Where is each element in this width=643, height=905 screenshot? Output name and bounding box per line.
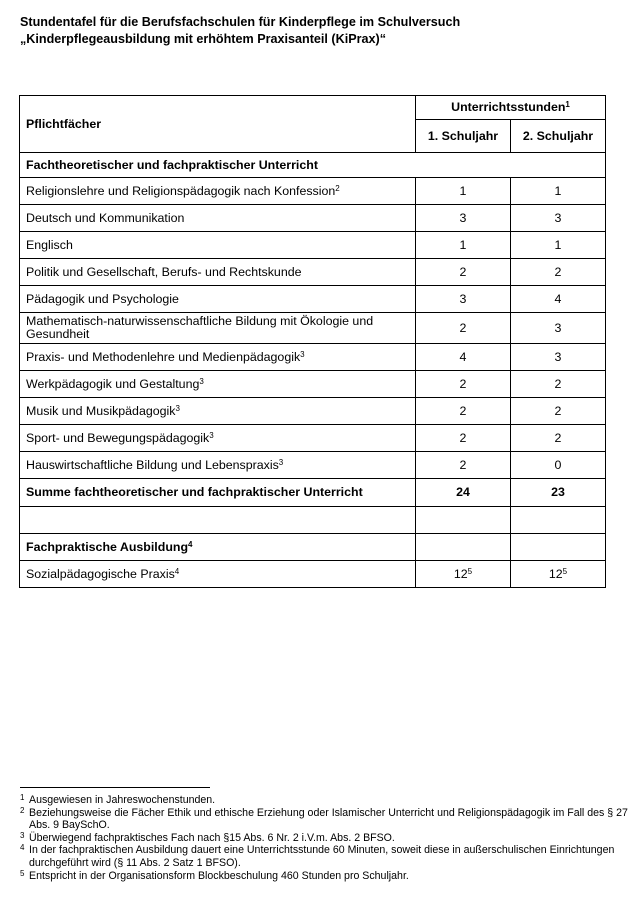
document-title [20, 14, 625, 48]
table-row [20, 398, 606, 425]
footnote-number: 1 [20, 793, 25, 802]
footnote-text: Ausgewiesen in Jahreswochenstunden. [29, 794, 216, 806]
footnote [20, 807, 630, 832]
subject-footnote-ref: 3 [199, 376, 204, 386]
year-1-hours: 2 [416, 452, 511, 479]
year-2-hours: 3 [511, 205, 606, 232]
table-row [20, 425, 606, 452]
footnote-text: In der fachpraktischen Ausbildung dauert eine Unterrichtsstunde 60 Minuten, soweit diese in außerschulischen Einrichtungen durchgeführt wird (§ 11 Abs. 2 Satz 1 BFSO). [29, 844, 615, 869]
year-2-hours: 1 [511, 232, 606, 259]
table-row [20, 259, 606, 286]
year-1-hours: 2 [416, 259, 511, 286]
subject-footnote-ref: 3 [175, 403, 180, 413]
subject-footnote-ref: 3 [209, 430, 214, 440]
sum-label: Summe fachtheoretischer und fachpraktischer Unterricht [20, 479, 416, 507]
sum-year-1: 24 [416, 479, 511, 507]
table-row [20, 344, 606, 371]
subject-cell: Politik und Gesellschaft, Berufs- und Rechtskunde [20, 259, 416, 286]
year-2-hours: 2 [511, 398, 606, 425]
footnote [20, 794, 630, 807]
subject-cell: Deutsch und Kommunikation [20, 205, 416, 232]
footnote-number: 5 [20, 868, 25, 878]
year-2-hours: 3 [511, 313, 606, 344]
subject-cell: Pädagogik und Psychologie [20, 286, 416, 313]
subject-footnote-ref: 3 [300, 349, 305, 359]
footnote [20, 832, 630, 845]
year-1-hours: 2 [416, 398, 511, 425]
table-row [20, 313, 606, 344]
subject-cell: Hauswirtschaftliche Bildung und Lebenspraxis$^3$ [20, 452, 416, 479]
section-row-theory [20, 153, 606, 178]
practice-subject: Sozialpädagogische Praxis$^4$ [20, 561, 416, 588]
practice-year-1: $12^5$ [416, 561, 511, 588]
section-heading: Fachtheoretischer und fachpraktischer Unterricht [20, 153, 606, 178]
footnote-number: 3 [20, 830, 25, 840]
footnotes [20, 794, 630, 882]
year-2-hours: 2 [511, 371, 606, 398]
year-2-hours: 0 [511, 452, 606, 479]
header-year-1: 1. Schuljahr [416, 120, 511, 153]
year-1-hours: 3 [416, 286, 511, 313]
footnote [20, 844, 630, 869]
table-row [20, 205, 606, 232]
footnote-text: Beziehungsweise die Fächer Ethik und ethische Erziehung oder Islamischer Unterricht und Religionspädagogik im Fall des § 27 Abs. 9 BaySchO. [29, 806, 628, 832]
subject-cell: Religionslehre und Religionspädagogik nach Konfession$^2$ [20, 178, 416, 205]
year-1-hours: 3 [416, 205, 511, 232]
year-2-hours: 2 [511, 259, 606, 286]
table-row [20, 452, 606, 479]
subject-footnote-ref: 3 [278, 457, 284, 467]
year-1-hours: 2 [416, 425, 511, 452]
table-row [20, 371, 606, 398]
subject-rows [20, 178, 606, 479]
subject-cell: Mathematisch-naturwissenschaftliche Bildung mit Ökologie und Gesundheit [20, 313, 416, 344]
year-2-hours: 4 [511, 286, 606, 313]
year-1-hours: 1 [416, 178, 511, 205]
footnote-number: 4 [20, 843, 25, 853]
subject-cell: Englisch [20, 232, 416, 259]
year-2-hours: 2 [511, 425, 606, 452]
sum-year-2: 23 [511, 479, 606, 507]
footnote-text: Überwiegend fachpraktisches Fach nach §15 Abs. 6 Nr. 2 i.V.m. Abs. 2 BFSO. [29, 831, 395, 844]
practice-row [20, 561, 606, 588]
sum-row [20, 479, 606, 507]
practice-subject-sup: 4 [174, 566, 180, 576]
year-1-hours: 1 [416, 232, 511, 259]
header-group-sup: 1 [565, 100, 570, 109]
header-row-1 [20, 96, 606, 120]
year-1-hours: 2 [416, 313, 511, 344]
empty-row [20, 507, 606, 534]
section-practice-sup: 4 [188, 539, 193, 549]
footnote-separator [20, 787, 210, 788]
footnote [20, 870, 630, 883]
subject-cell: Sport- und Bewegungspädagogik$^3$ [20, 425, 416, 452]
header-group: Unterrichtsstunden$^1$ [416, 96, 606, 120]
header-subjects: Pflichtfächer [20, 96, 416, 153]
footnote-number: 2 [20, 805, 25, 815]
footnote-text: Entspricht in der Organisationsform Blockbeschulung 460 Stunden pro Schuljahr. [29, 869, 409, 882]
practice-year-2: $12^5$ [511, 561, 606, 588]
subject-footnote-ref: 2 [335, 183, 340, 193]
title-line-2: „Kinderpflegeausbildung mit erhöhtem Praxisanteil (KiPrax)“ [20, 32, 386, 46]
year-2-hours: 1 [511, 178, 606, 205]
table-row [20, 286, 606, 313]
subject-cell: Praxis- und Methodenlehre und Medienpädagogik$^3$ [20, 344, 416, 371]
year-2-hours: 3 [511, 344, 606, 371]
subject-cell: Musik und Musikpädagogik$^3$ [20, 398, 416, 425]
title-line-1: Stundentafel für die Berufsfachschulen für Kinderpflege im Schulversuch [20, 15, 461, 29]
year-1-hours: 4 [416, 344, 511, 371]
header-year-2: 2. Schuljahr [511, 120, 606, 153]
subject-cell: Werkpädagogik und Gestaltung$^3$ [20, 371, 416, 398]
timetable [19, 95, 606, 588]
section-heading-practice: Fachpraktische Ausbildung$^4$ [20, 534, 416, 561]
table-row [20, 232, 606, 259]
section-row-practice [20, 534, 606, 561]
table-row [20, 178, 606, 205]
year-1-hours: 2 [416, 371, 511, 398]
